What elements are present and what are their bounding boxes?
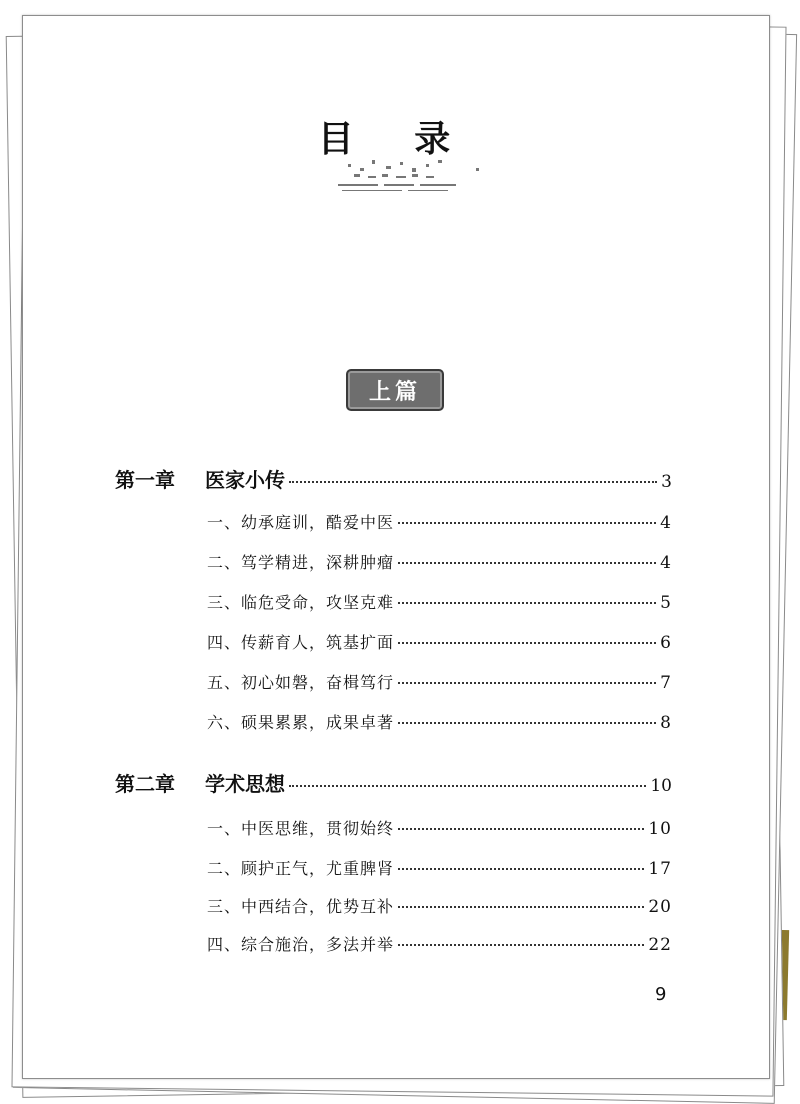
table-of-contents: [23, 16, 769, 1078]
page-ref: 20: [648, 897, 672, 917]
item-title: 四、传薪育人，筑基扩面: [207, 633, 395, 652]
page-ref: 17: [648, 859, 672, 879]
page-ref: 4: [660, 553, 672, 573]
toc-item[interactable]: [207, 550, 672, 573]
dot-leader: [398, 682, 656, 684]
page-ref: 10: [650, 776, 672, 796]
item-title: 四、综合施治，多法并举: [207, 935, 395, 954]
toc-item[interactable]: [207, 932, 672, 955]
toc-chapter[interactable]: [115, 768, 672, 797]
dot-leader: [289, 785, 646, 787]
toc-item[interactable]: [207, 630, 672, 653]
page-ref: 6: [660, 633, 672, 653]
dot-leader: [398, 868, 644, 870]
dot-leader: [398, 944, 644, 946]
toc-item[interactable]: [207, 670, 672, 693]
chapter-title: 学术思想: [205, 772, 285, 796]
dot-leader: [398, 642, 656, 644]
dot-leader: [398, 722, 656, 724]
item-title: 五、初心如磐，奋楫笃行: [207, 673, 395, 692]
chapter-number: 第一章: [115, 468, 175, 492]
page-title: 目 录: [317, 119, 475, 160]
dot-leader: [398, 828, 644, 830]
item-title: 六、硕果累累，成果卓著: [207, 713, 395, 732]
item-title: 三、临危受命，攻坚克难: [207, 593, 395, 612]
toc-chapter[interactable]: [115, 464, 672, 493]
toc-item[interactable]: [207, 510, 672, 533]
item-title: 一、中医思维，贯彻始终: [207, 819, 395, 838]
dot-leader: [398, 522, 656, 524]
dot-leader: [398, 602, 656, 604]
toc-item[interactable]: [207, 710, 672, 733]
page-ref: 8: [660, 713, 672, 733]
section-label: 上篇: [346, 369, 444, 411]
item-title: 三、中西结合，优势互补: [207, 897, 395, 916]
toc-item[interactable]: [207, 856, 672, 879]
page-ref: 10: [648, 819, 672, 839]
page-number: 9: [655, 984, 667, 1005]
item-title: 二、顾护正气，尤重脾肾: [207, 859, 395, 878]
toc-item[interactable]: [207, 590, 672, 613]
dot-leader: [398, 906, 644, 908]
chapter-number: 第二章: [115, 772, 175, 796]
item-title: 一、幼承庭训，酷爱中医: [207, 513, 395, 532]
toc-item[interactable]: [207, 894, 672, 917]
chapter-title: 医家小传: [205, 468, 285, 492]
dot-leader: [398, 562, 656, 564]
dot-leader: [289, 481, 657, 483]
page-ref: 4: [660, 513, 672, 533]
toc-item[interactable]: [207, 816, 672, 839]
page-ref: 7: [660, 673, 672, 693]
page-ref: 5: [660, 593, 672, 613]
toc-page: [22, 15, 770, 1079]
item-title: 二、笃学精进，深耕肿瘤: [207, 553, 395, 572]
page-ref: 3: [661, 472, 672, 492]
page-ref: 22: [648, 935, 672, 955]
